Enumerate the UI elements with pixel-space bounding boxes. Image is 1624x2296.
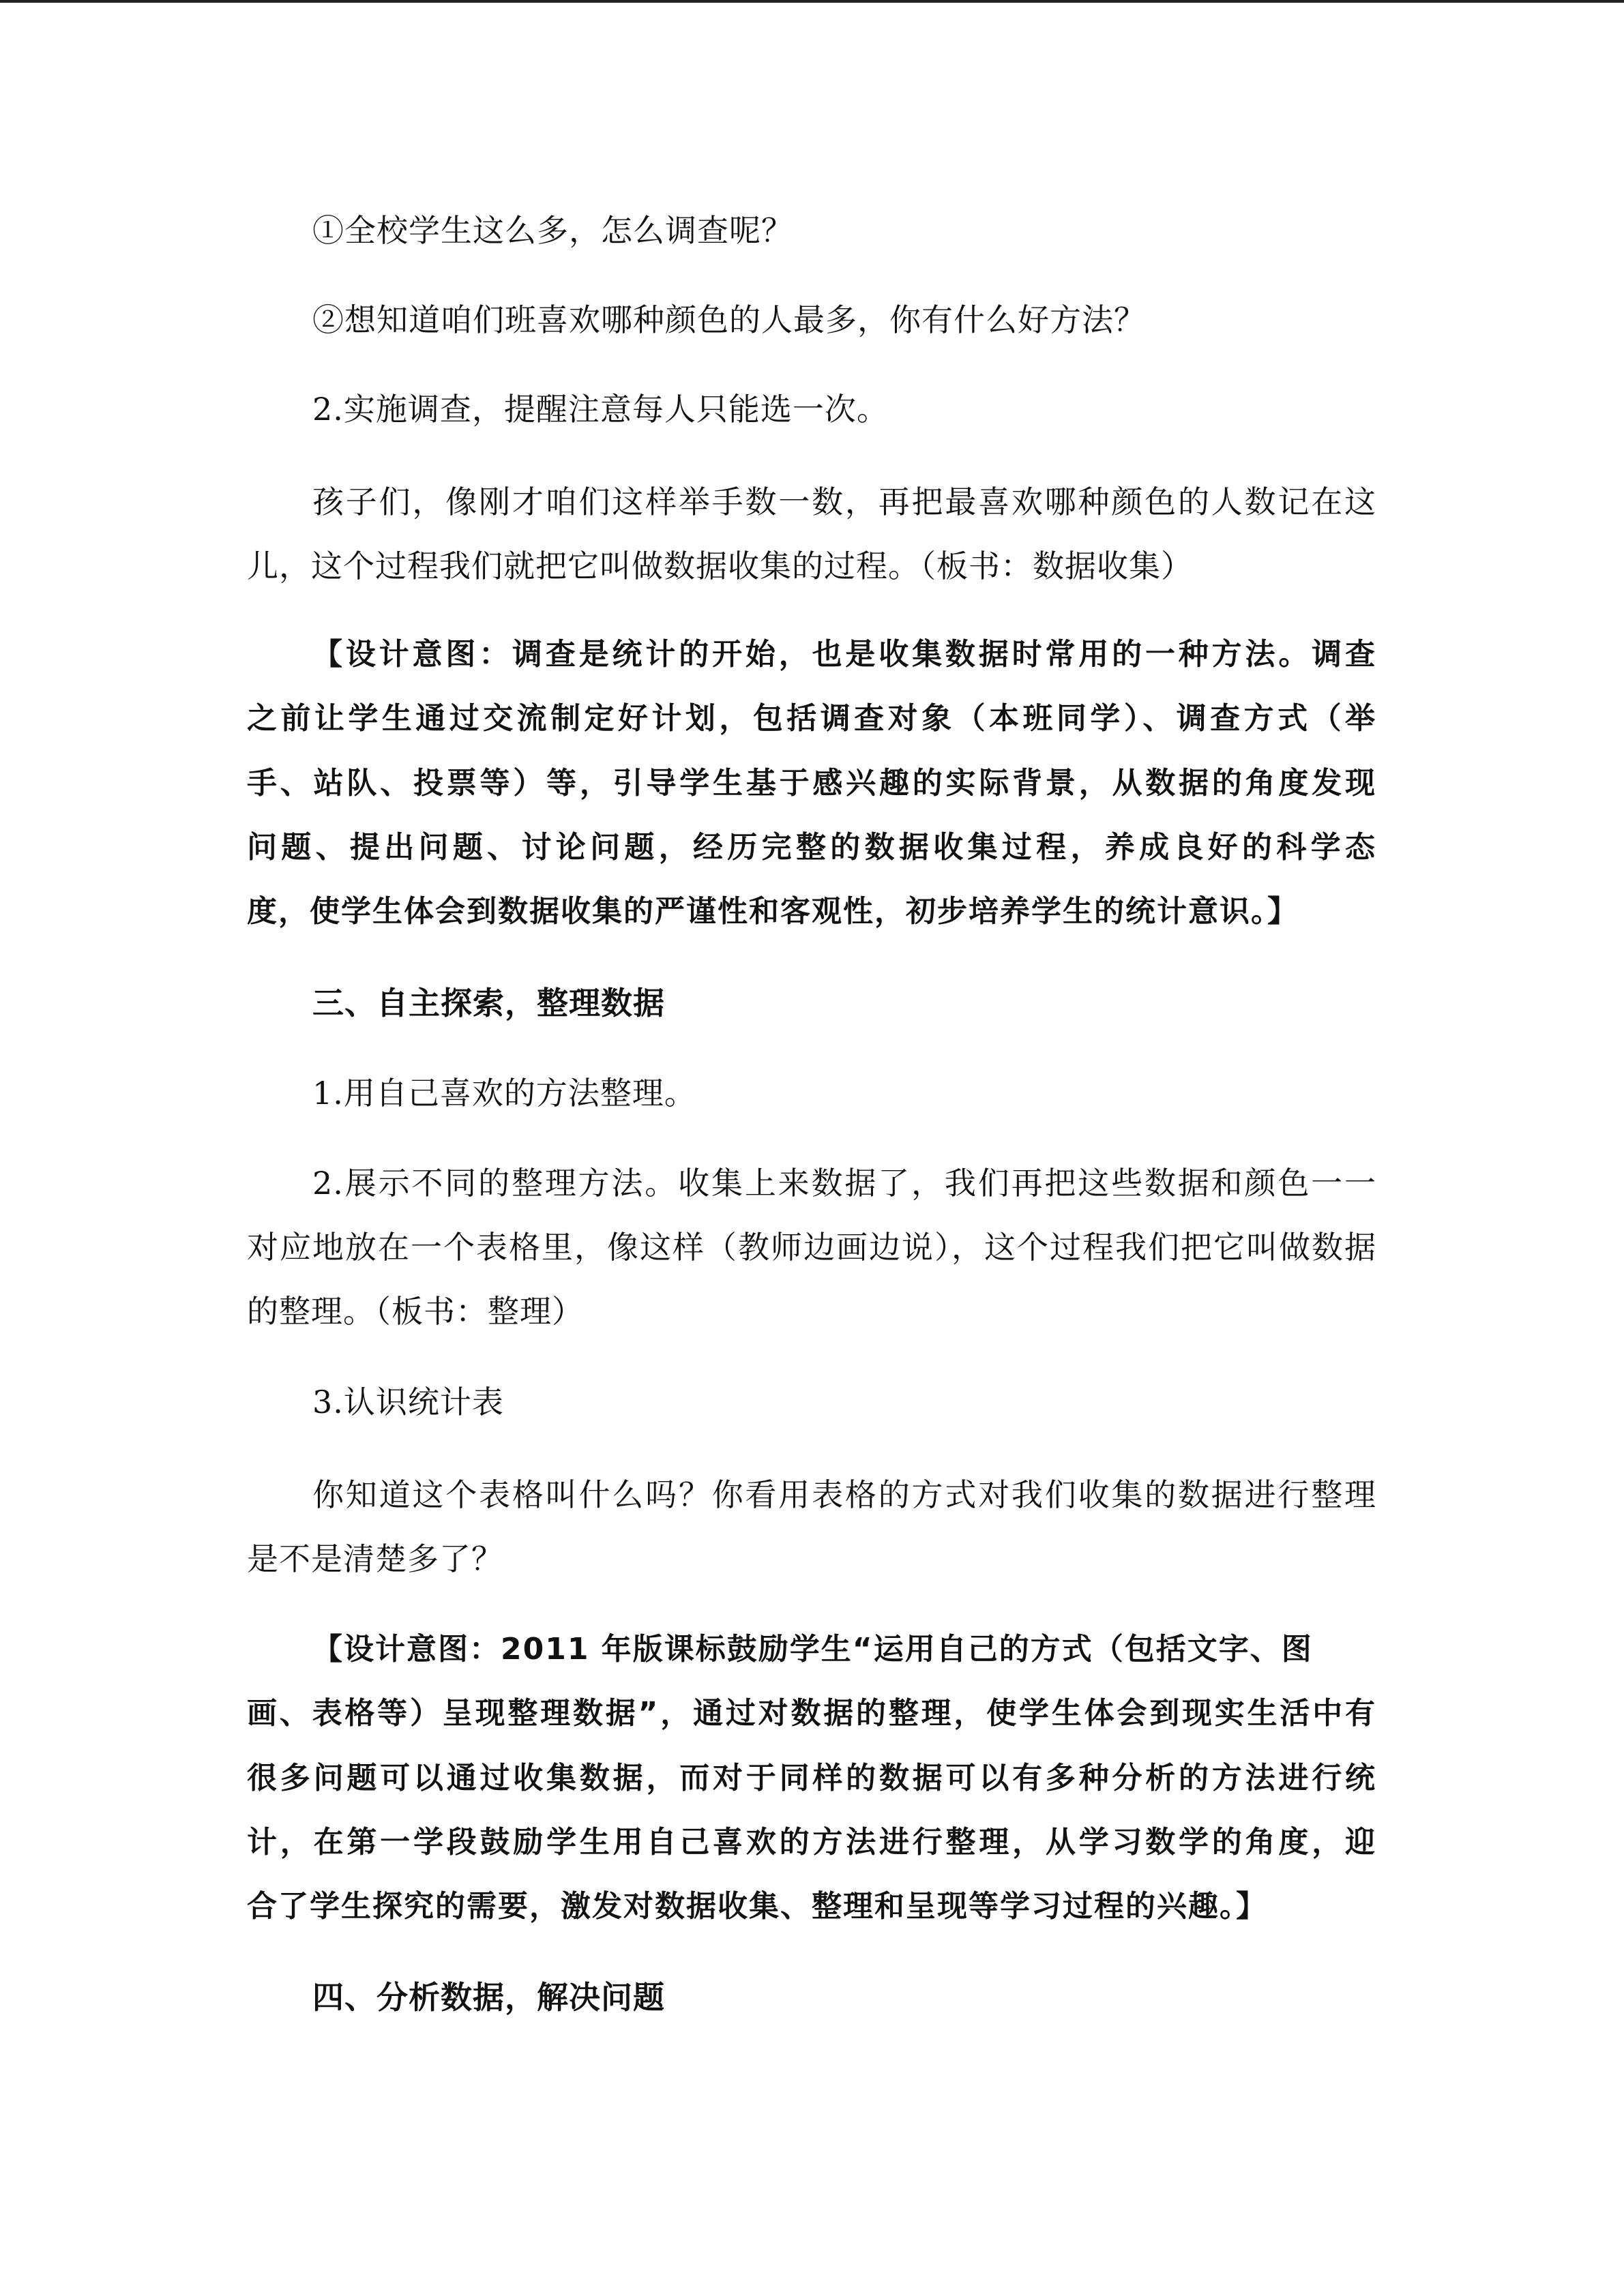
step-2-survey: 2.实施调查，提醒注意每人只能选一次。: [312, 391, 889, 428]
step-2-line-3: 的整理。（板书：整理）: [247, 1293, 584, 1330]
design-intent-1-line-1: 【设计意图：调查是统计的开始，也是收集数据时常用的一种方法。调查: [312, 637, 1376, 672]
design-intent-1-line-3: 手、站队、投票等）等，引导学生基于感兴趣的实际背景，从数据的角度发现: [247, 766, 1376, 801]
design-intent-1-line-5: 度，使学生体会到数据收集的严谨性和客观性，初步培养学生的统计意识。】: [247, 894, 1299, 929]
paragraph-1-line-1: 孩子们，像刚才咱们这样举手数一数，再把最喜欢哪种颜色的人数记在这: [312, 483, 1376, 520]
step-2-line-1: 2.展示不同的整理方法。收集上来数据了，我们再把这些数据和颜色一一: [312, 1165, 1376, 1202]
paragraph-2-line-2: 是不是清楚多了？: [247, 1540, 503, 1577]
question-1: ①全校学生这么多，怎么调查呢？: [312, 212, 793, 249]
step-2-line-2: 对应地放在一个表格里，像这样（教师边画边说），这个过程我们把它叫做数据: [247, 1229, 1376, 1266]
design-intent-1-line-4: 问题、提出问题、讨论问题，经历完整的数据收集过程，养成良好的科学态: [247, 830, 1376, 865]
paragraph-1-line-2: 儿，这个过程我们就把它叫做数据收集的过程。（板书：数据收集）: [247, 548, 1193, 584]
design-intent-2-line-3: 很多问题可以通过收集数据，而对于同样的数据可以有多种分析的方法进行统: [247, 1761, 1376, 1795]
step-3-statistics-table: 3.认识统计表: [312, 1384, 504, 1420]
design-intent-1-line-2: 之前让学生通过交流制定好计划，包括调查对象（本班同学）、调查方式（举: [247, 701, 1376, 736]
page-top-border: [0, 0, 1624, 3]
step-1-organize: 1.用自己喜欢的方法整理。: [312, 1075, 696, 1112]
paragraph-2-line-1: 你知道这个表格叫什么吗？你看用表格的方式对我们收集的数据进行整理: [312, 1476, 1376, 1513]
design-intent-2-line-2: 画、表格等）呈现整理数据”，通过对数据的整理，使学生体会到现实生活中有: [247, 1696, 1376, 1731]
section-3-heading: 三、自主探索，整理数据: [312, 985, 665, 1022]
design-intent-2-line-5: 合了学生探究的需要，激发对数据收集、整理和呈现等学习过程的兴趣。】: [247, 1889, 1267, 1924]
section-4-heading: 四、分析数据，解决问题: [312, 1979, 665, 2016]
design-intent-2-line-1: 【设计意图：2011 年版课标鼓励学生“运用自己的方式（包括文字、图: [312, 1632, 1313, 1667]
question-2: ②想知道咱们班喜欢哪种颜色的人最多，你有什么好方法？: [312, 301, 1146, 338]
design-intent-2-line-4: 计，在第一学段鼓励学生用自己喜欢的方法进行整理，从学习数学的角度，迎: [247, 1825, 1376, 1860]
